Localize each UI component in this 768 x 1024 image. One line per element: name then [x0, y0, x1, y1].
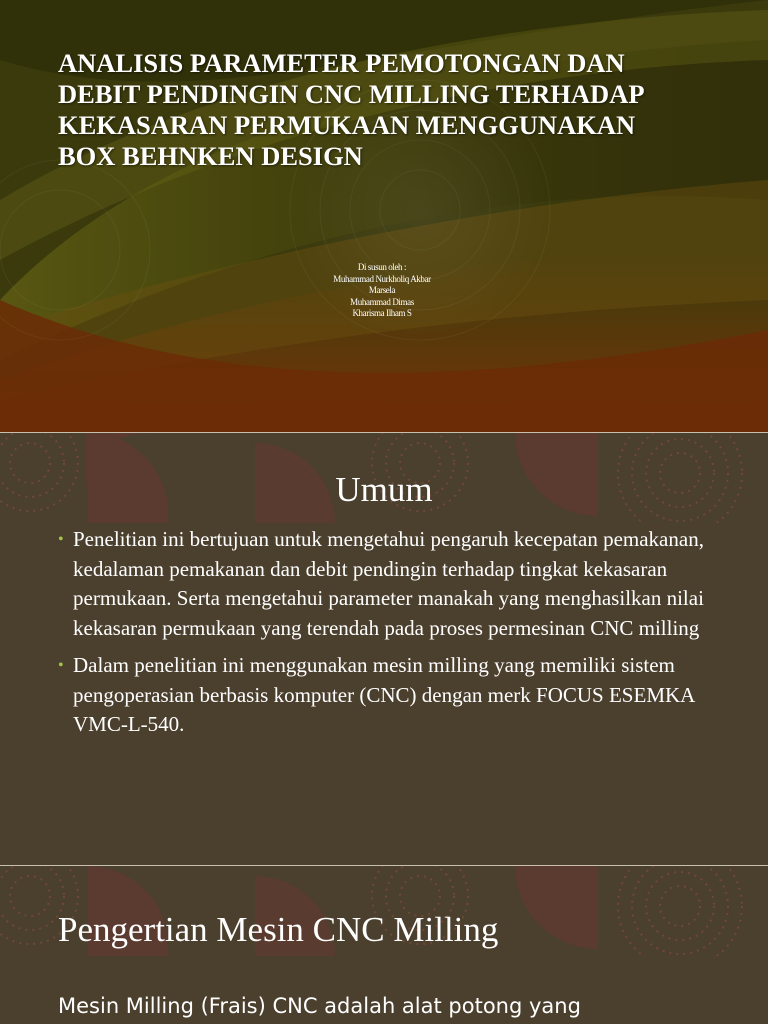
slide-heading: Umum — [335, 470, 433, 509]
title-line: ANALISIS PARAMETER PEMOTONGAN DAN — [58, 48, 625, 78]
author-name: Kharisma Ilham S — [352, 308, 412, 318]
author-name: Muhammad Nurkholiq Akbar — [333, 273, 431, 284]
bullet-text: Penelitian ini bertujuan untuk mengetahui pengaruh kecepatan pemakanan, kedalaman pemakanan dan debit pendingin terhadap tingkat kekasaran permukaan. Serta mengetahui parameter manakah yang menghasilkan nilai kekasaran permukaan yang terendah pada proses permesinan CNC milling — [73, 527, 704, 640]
umum-slide — [0, 433, 768, 865]
bullet-icon: • — [58, 531, 64, 548]
body-text: Mesin Milling (Frais) CNC adalah alat potong yang — [58, 994, 581, 1018]
title-line: DEBIT PENDINGIN CNC MILLING TERHADAP — [58, 79, 645, 109]
title-line: KEKASARAN PERMUKAAN MENGGUNAKAN — [58, 110, 636, 140]
title-slide — [0, 0, 768, 432]
author-name: Marsela — [368, 285, 396, 295]
presentation-title — [58, 48, 718, 172]
bullet-list — [58, 525, 718, 748]
definition-slide — [0, 866, 768, 1024]
list-item — [58, 651, 718, 740]
author-name: Muhammad Dimas — [350, 296, 414, 307]
bullet-icon: • — [58, 657, 64, 674]
bullet-text: Dalam penelitian ini menggunakan mesin milling yang memiliki sistem pengoperasian berbasis komputer (CNC) dengan merk FOCUS ESEMKA VMC-L-540. — [73, 653, 695, 736]
slide-heading: Pengertian Mesin CNC Milling — [58, 910, 499, 949]
author-caption: Di susun oleh : — [357, 262, 407, 272]
list-item — [58, 525, 718, 643]
title-line: BOX BEHNKEN DESIGN — [58, 141, 363, 171]
author-list — [250, 262, 514, 320]
